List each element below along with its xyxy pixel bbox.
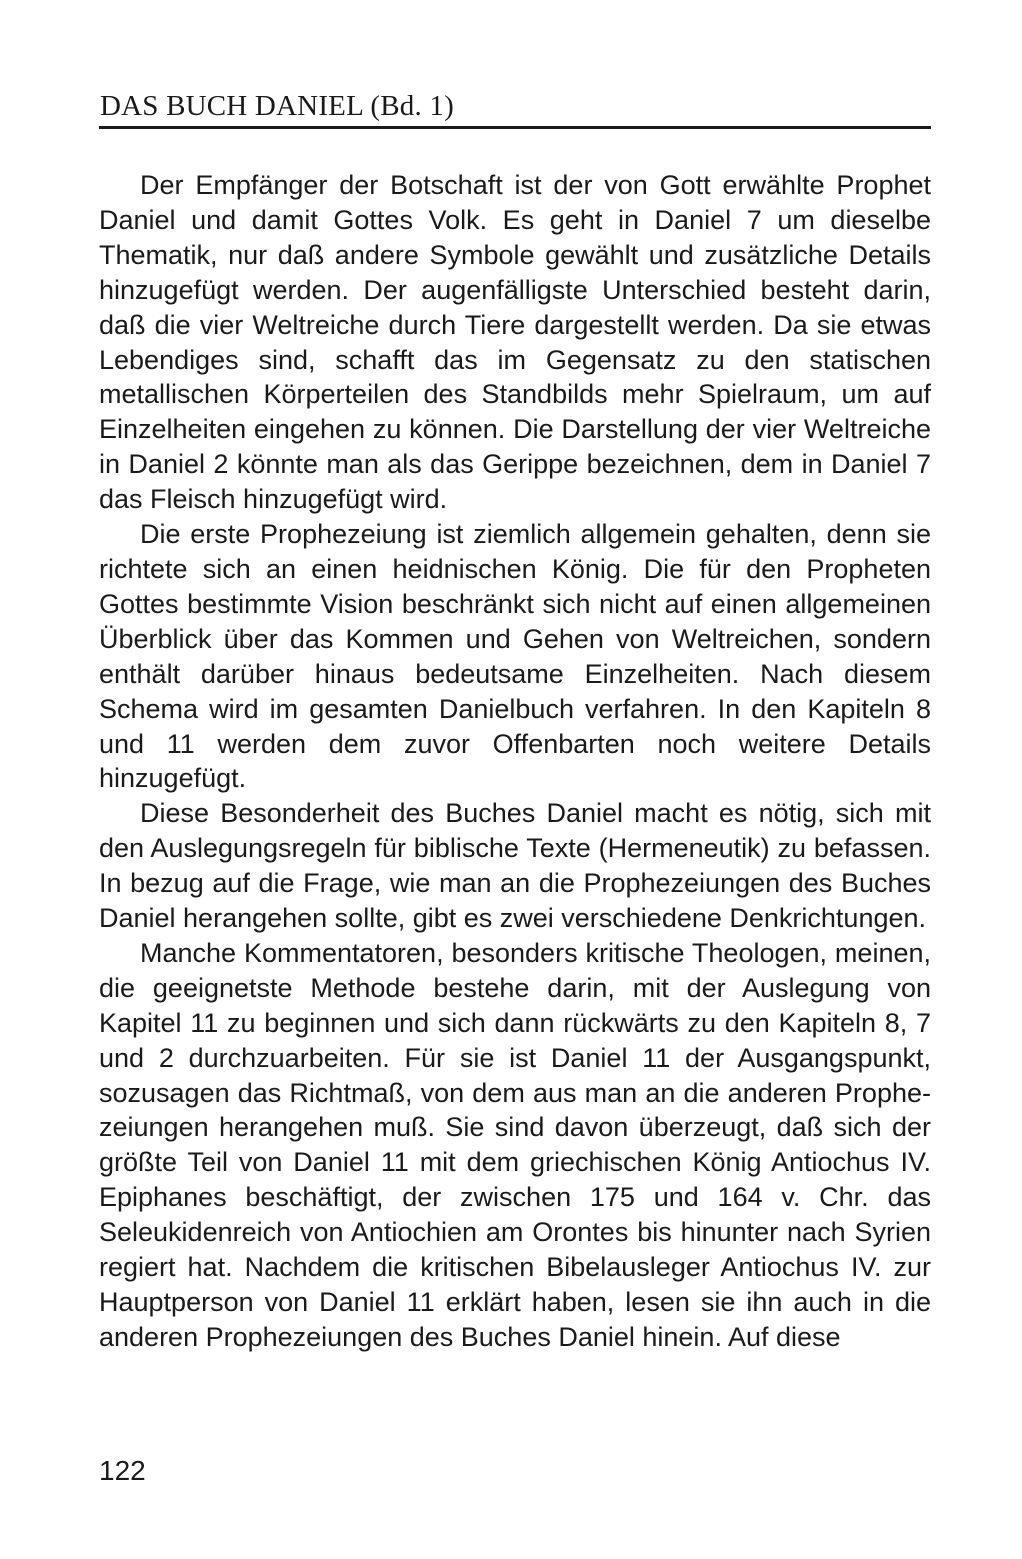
paragraph-1: Der Empfänger der Botschaft ist der von Gott erwählte Prophet Daniel und damit Gottes Volk. Es geht in Daniel 7 um dieselbe Thematik, nur daß andere Symbole gewählt und zusätzliche Details hinzugefügt werden. Der augenfälligste Unterschied besteht darin, daß die vier Weltreiche durch Tiere dargestellt werden. Da sie etwas Lebendiges sind, schafft das im Gegensatz zu den statischen metallischen Körperteilen des Standbilds mehr Spielraum, um auf Einzelheiten eingehen zu können. Die Darstellung der vier Weltreiche in Daniel 2 könnte man als das Gerippe bezeichnen, dem in Daniel 7 das Fleisch hinzugefügt wird. [99,170,931,515]
paragraph-2: Die erste Prophezeiung ist ziemlich allgemein gehalten, denn sie richtete sich an einen heidnischen König. Die für den Propheten Gottes bestimmte Vision beschränkt sich nicht auf einen allgemeinen Überblick über das Kommen und Gehen von Weltreichen, sondern enthält darüber hinaus bedeutsame Einzelheiten. Nach diesem Schema wird im gesamten Danielbuch verfahren. In den Kapiteln 8 und 11 werden dem zuvor Offenbarten noch weitere Details hinzugefügt. [99,519,931,794]
running-header-title: DAS BUCH DANIEL (Bd. 1) [99,88,931,129]
paragraph-3: Diese Besonderheit des Buches Daniel macht es nötig, sich mit den Auslegungsregeln für biblische Texte (Hermeneutik) zu befassen. In bezug auf die Frage, wie man an die Prophezeiungen des Buches Daniel herangehen sollte, gibt es zwei verschiedene Denkrichtungen. [99,798,931,934]
body-text [99,168,931,1355]
page-number: 122 [99,1455,146,1486]
paragraph-4: Manche Kommentatoren, besonders kritische Theologen, meinen, die geeignetste Methode bestehe darin, mit der Auslegung von Kapitel 11 zu beginnen und sich dann rückwärts zu den Kapiteln 8, 7 und 2 durchzuarbeiten. Für sie ist Daniel 11 der Ausgangspunkt, sozusagen das Richtmaß, von dem aus man an die anderen Prophezeiungen herangehen muß. Sie sind davon überzeugt, daß sich der größte Teil von Daniel 11 mit dem griechischen König Antiochus IV. Epiphanes beschäftigt, der zwischen 175 und 164 v. Chr. das Seleukidenreich von Antiochien am Orontes bis hinunter nach Syrien regiert hat. Nachdem die kritischen Bibelausleger Antiochus IV. zur Hauptperson von Daniel 11 erklärt haben, lesen sie ihn auch in die anderen Prophezeiungen des Buches Daniel hinein. Auf diese [99,937,931,1352]
book-page [99,88,931,1508]
